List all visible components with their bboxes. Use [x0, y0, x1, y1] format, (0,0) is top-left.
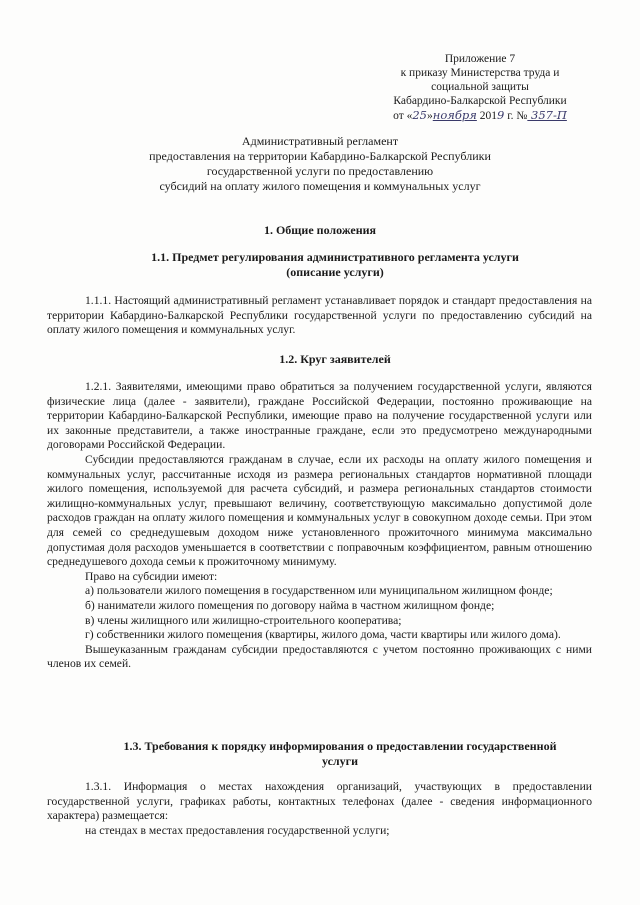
- paragraph-1-1-1-text: 1.1.1. Настоящий административный регламент устанавливает порядок и стандарт предоставления на территории Кабардино-Балкарской Республики государственной услуги по предоставлению субсидий на оплату жилого помещения и коммунальных услуг.: [47, 294, 592, 337]
- paragraph-stands: на стендах в местах предоставления государственной услуги;: [85, 823, 390, 837]
- subsection-1-2-heading: 1.2. Круг заявителей: [279, 352, 391, 366]
- paragraph-subsidies: Субсидии предоставляются гражданам в случае, если их расходы на оплату жилого помещения и коммунальных услуг, рассчитанные исходя из размера региональных стандартов нормативной площади жилого помещения, используемой для расчета субсидий, и размера региональных стандартов стоимости жилищно-коммунальных услуг, превышают величину, соответствующую максимально допустимой доле расходов граждан на оплату жилого помещения и коммунальных услуг в совокупном доходе семьи. При этом для семей со среднедушевым доходом ниже установленного прожиточного минимума максимально допустимая доля расходов уменьшается в соответствии с поправочным коэффициентом, равным отношению среднедушевого дохода семьи к прожиточному минимуму.: [47, 452, 592, 569]
- list-item-b: б) наниматели жилого помещения по договору найма в частном жилищном фонде;: [85, 598, 495, 612]
- paragraph-right-to-subsidy: Право на субсидии имеют:: [85, 569, 218, 583]
- date-suffix: г. №: [504, 110, 528, 122]
- title-line-1: Административный регламент: [241, 134, 399, 148]
- section-1-heading: 1. Общие положения: [263, 223, 377, 237]
- section-1-3-body: [47, 780, 592, 838]
- appendix-header: [380, 52, 580, 123]
- handwritten-year-digit: 9: [496, 108, 505, 122]
- list-item-d: г) собственники жилого помещения (квартиры, жилого дома, части квартиры или жилого дома).: [85, 628, 561, 642]
- appendix-order-ref: к приказу Министерства труда и: [400, 67, 560, 79]
- paragraph-1-3-1: 1.3.1. Информация о местах нахождения организаций, участвующих в предоставлении государственной услуги, графиках работы, контактных телефонах (далее - сведения информационного характера) размещается:: [47, 780, 592, 823]
- appendix-republic: Кабардино-Балкарской Республики: [393, 95, 567, 107]
- subsection-1-1-line-1: 1.1. Предмет регулирования административного регламента услуги: [151, 250, 519, 264]
- appendix-title: Приложение 7: [444, 53, 516, 65]
- appendix-ministry: социальной защиты: [431, 81, 529, 93]
- paragraph-1-2-1: 1.2.1. Заявителями, имеющими право обратиться за получением государственной услуги, являются физические лица (далее - заявители), граждане Российской Федерации, постоянно проживающие на территории Кабардино-Балкарской Республики, имеющие право на получение государственной услуги или их законные представители, а также иностранные граждане, если это предусмотрено международными договорами Российской Федерации.: [47, 380, 592, 452]
- date-mid: »: [427, 110, 433, 122]
- handwritten-day: 25: [412, 108, 427, 122]
- list-item-c: в) члены жилищного или жилищно-строительного кооператива;: [85, 613, 402, 627]
- section-1-2-body: [47, 380, 592, 672]
- handwritten-month: ноября: [432, 108, 477, 122]
- subsection-1-3-line-2: услуги: [321, 754, 359, 768]
- subsection-1-1-heading: [100, 250, 570, 280]
- document-title: [100, 134, 540, 194]
- date-prefix: от «: [393, 110, 413, 122]
- title-line-2: предоставления на территории Кабардино-Балкарской Республики: [149, 149, 491, 163]
- subsection-1-3-line-1: 1.3. Требования к порядку информирования о предоставлении государственной: [123, 739, 557, 753]
- paragraph-1-1-1: [47, 294, 592, 338]
- list-item-a: а) пользователи жилого помещения в государственном или муниципальном жилищном фонде;: [85, 584, 553, 598]
- appendix-date-line: [380, 108, 580, 123]
- title-line-4: субсидий на оплату жилого помещения и коммунальных услуг: [159, 179, 481, 193]
- handwritten-order-number: 357-П: [527, 108, 567, 122]
- title-line-3: государственной услуги по предоставлению: [206, 164, 434, 178]
- subsection-1-1-line-2: (описание услуги): [286, 265, 384, 279]
- paragraph-family-members: Вышеуказанным гражданам субсидии предоставляются с учетом постоянно проживающих с ними членов их семей.: [47, 642, 592, 671]
- date-year-prefix: 201: [476, 110, 497, 122]
- subsection-1-3-heading: [95, 739, 585, 769]
